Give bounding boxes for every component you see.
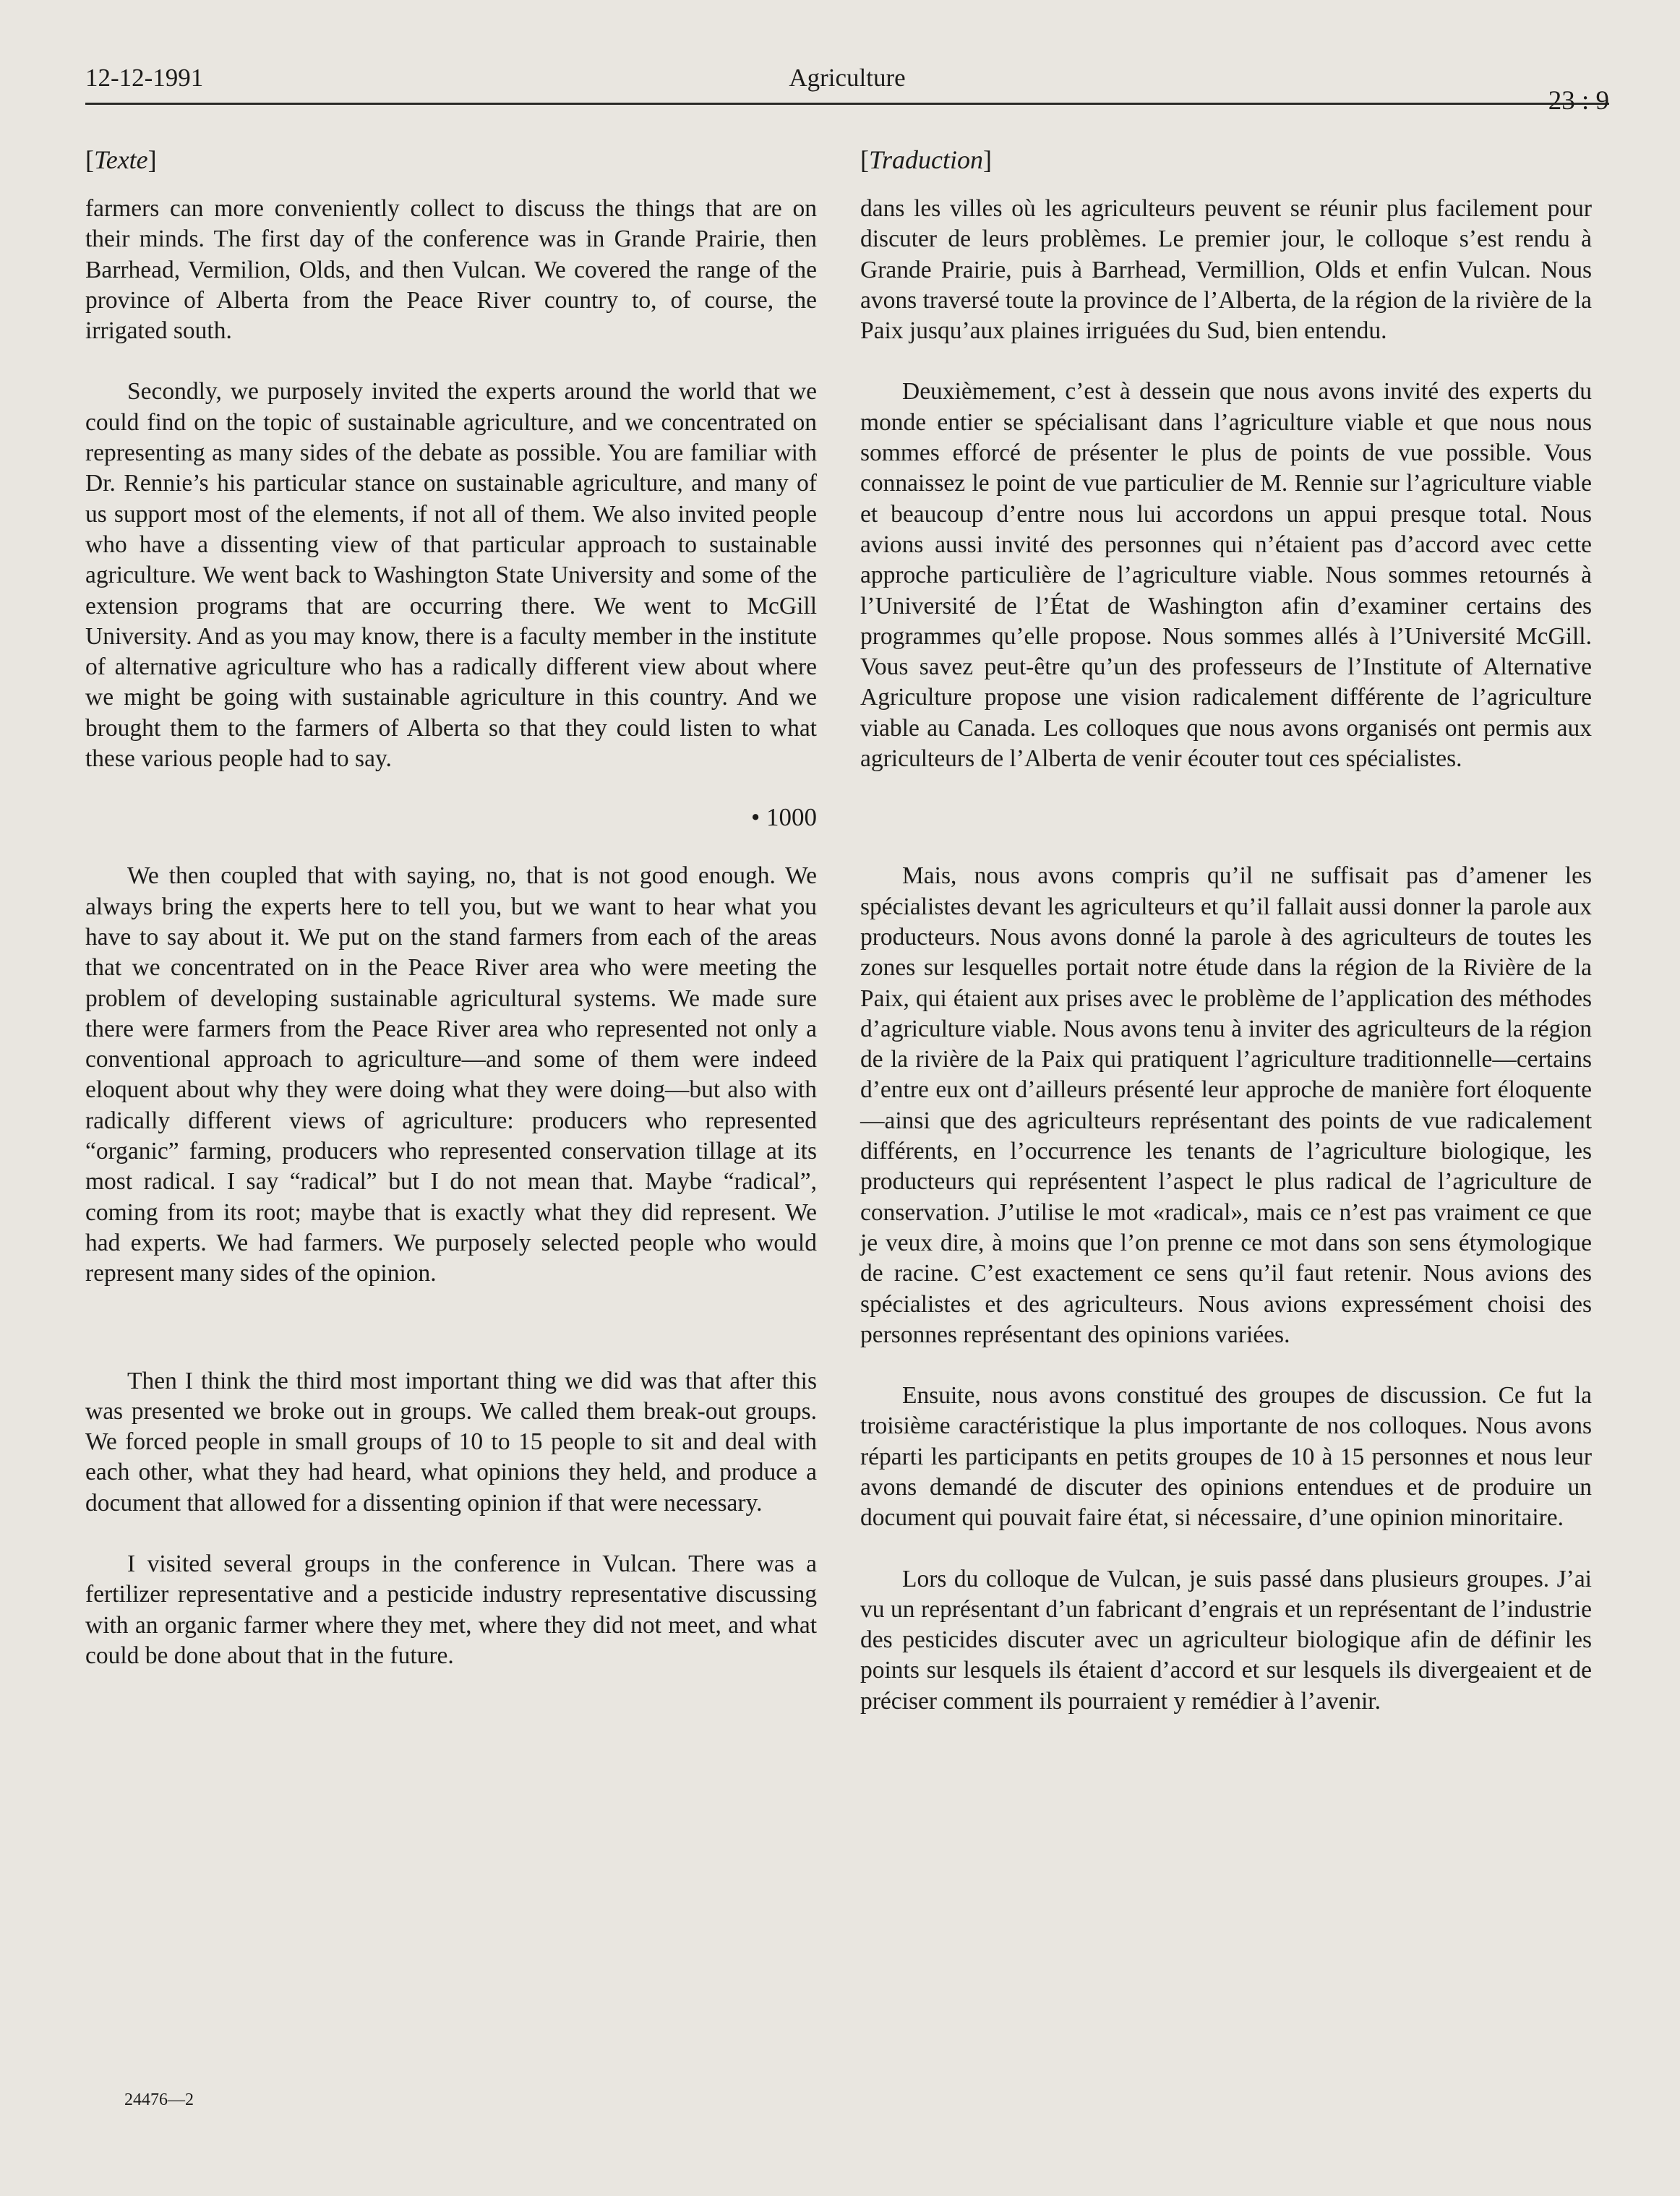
- paragraph: Ensuite, nous avons constitué des groupes de discussion. Ce fut la troisième caractéristique la plus importante de nos colloques. Nous avons réparti les participants en petits groupes de 10 à 15 personnes et nous leur avons demandé de discuter des opinions entendues et de produire un document qui pouvait faire état, si nécessaire, d’une opinion minoritaire.: [860, 1382, 1592, 1532]
- header-page-number: 23 : 9: [1548, 86, 1609, 116]
- paragraph: dans les villes où les agriculteurs peuvent se réunir plus facilement pour discuter de leurs problèmes. Le premier jour, le colloque s’est rendu à Grande Prairie, puis à Barrhead, Vermillion, Olds et enfin Vulcan. Nous avons traversé toute la province de l’Alberta, de la région de la rivière de la Paix jusqu’aux plaines irriguées du Sud, bien entendu.: [860, 195, 1592, 345]
- header-title: Agriculture: [789, 64, 906, 92]
- paragraph: Secondly, we purposely invited the experts around the world that we could find on the topic of sustainable agriculture, and we concentrated on representing as many sides of the debate as possible. You are familiar with Dr. Rennie’s his particular stance on sustainable agriculture, and many of us support most of the elements, if not all of them. We also invited people who have a dissenting view of that particular approach to sustainable agriculture. We went back to Washington State University and some of the extension programs that are occurring there. We went to McGill University. And as you may know, there is a faculty member in the institute of alternative agriculture who has a radically different view about where we might be going with sustainable agriculture in this country. And we brought them to the farmers of Alberta so that they could listen to what these various people had to say.: [85, 378, 817, 773]
- page-header: [85, 59, 1609, 116]
- paragraph: I visited several groups in the conference in Vulcan. There was a fertilizer representative and a pesticide industry representative discussing with an organic farmer where they met, where they did not meet, and what could be done about that in the future.: [85, 1550, 817, 1669]
- paragraph: We then coupled that with saying, no, that is not good enough. We always bring the experts here to tell you, but we want to hear what you have to say about it. We put on the stand farmers from each of the areas that we concentrated on in the Peace River area who were meeting the problem of developing sustainable agricultural systems. We made sure there were farmers from the Peace River area who represented not only a conventional approach to agriculture—and some of them were indeed eloquent about why they were doing what they were doing—but also with radically different views of agriculture: producers who represented “organic” farming, producers who represented conservation tillage at its most radical. I say “radical” but I do not mean that. Maybe “radical”, coming from its root; maybe that is exactly what they did represent. We had experts. We had farmers. We purposely selected people who would represent many sides of the opinion.: [85, 862, 817, 1287]
- column-label-texte: [Texte]: [85, 145, 157, 174]
- paragraph: Deuxièmement, c’est à dessein que nous avons invité des experts du monde entier se spécialisant dans l’agriculture viable et que nous nous sommes efforcé de présenter le plus de points de vue possible. Vous connaissez le point de vue particulier de M. Rennie sur l’agriculture viable et beaucoup d’entre nous lui accordons un appui presque total. Nous avions aussi invité des personnes qui n’étaient pas d’accord avec cette approche particulière de l’agriculture viable. Nous sommes retournés à l’Université de l’État de Washington afin d’examiner certains des programmes qu’elle propose. Nous sommes allés à l’Université McGill. Vous savez peut-être qu’un des professeurs de l’Institute of Alternative Agriculture propose une vision radicalement différente de l’agriculture viable au Canada. Les colloques que nous avons organisés ont permis aux agriculteurs de l’Alberta de venir écouter tout ces spécialistes.: [860, 378, 1592, 773]
- header-date: 12-12-1991: [85, 64, 204, 92]
- french-column: [860, 145, 1592, 1717]
- paragraph: Then I think the third most important thing we did was that after this was presented we broke out in groups. We called them break-out groups. We forced people in small groups of 10 to 15 people to sit and deal with each other, what they had heard, what opinions they held, and produce a document that allowed for a dissenting opinion if that were necessary.: [85, 1367, 817, 1517]
- paragraph: Mais, nous avons compris qu’il ne suffisait pas d’amener les spécialistes devant les agriculteurs et qu’il fallait aussi donner la parole aux producteurs. Nous avons donné la parole à des agriculteurs de toutes les zones sur lesquelles portait notre étude dans la région de la Rivière de la Paix, qui étaient aux prises avec le problème de l’application des méthodes d’agriculture viable. Nous avons tenu à inviter des agriculteurs de la région de la rivière de la Paix qui pratiquent l’agriculture traditionnelle—certains d’entre eux ont d’ailleurs présenté leur approche de manière fort éloquente—ainsi que des agriculteurs représentant des points de vue radicalement différents, en l’occurrence les tenants de l’agriculture biologique, les producteurs qui représentent l’aspect le plus radical de l’agriculture de conservation. J’utilise le mot «radical», mais ce n’est pas vraiment ce que je veux dire, à moins que l’on prenne ce mot dans son sens étymologique de racine. C’est exactement ce sens qu’il faut retenir. Nous avions des spécialistes et des agriculteurs. Nous avions expressément choisi des personnes représentant des opinions variées.: [860, 862, 1592, 1348]
- english-column: [85, 145, 817, 1671]
- paragraph: Lors du colloque de Vulcan, je suis passé dans plusieurs groupes. J’ai vu un représentant d’un fabricant d’engrais et un représentant de l’industrie des pesticides discuter avec un agriculteur biologique afin de définir les points sur lesquels ils étaient d’accord et sur lesquels ils divergeaient et de préciser comment ils pourraient y remédier à l’avenir.: [860, 1565, 1592, 1715]
- print-code: 24476—2: [124, 2090, 194, 2109]
- time-marker: • 1000: [750, 803, 817, 832]
- column-label-traduction: [Traduction]: [860, 145, 993, 174]
- paragraph: farmers can more conveniently collect to discuss the things that are on their minds. The first day of the conference was in Grande Prairie, then Barrhead, Vermilion, Olds, and then Vulcan. We covered the range of the province of Alberta from the Peace River country to, of course, the irrigated south.: [85, 195, 817, 345]
